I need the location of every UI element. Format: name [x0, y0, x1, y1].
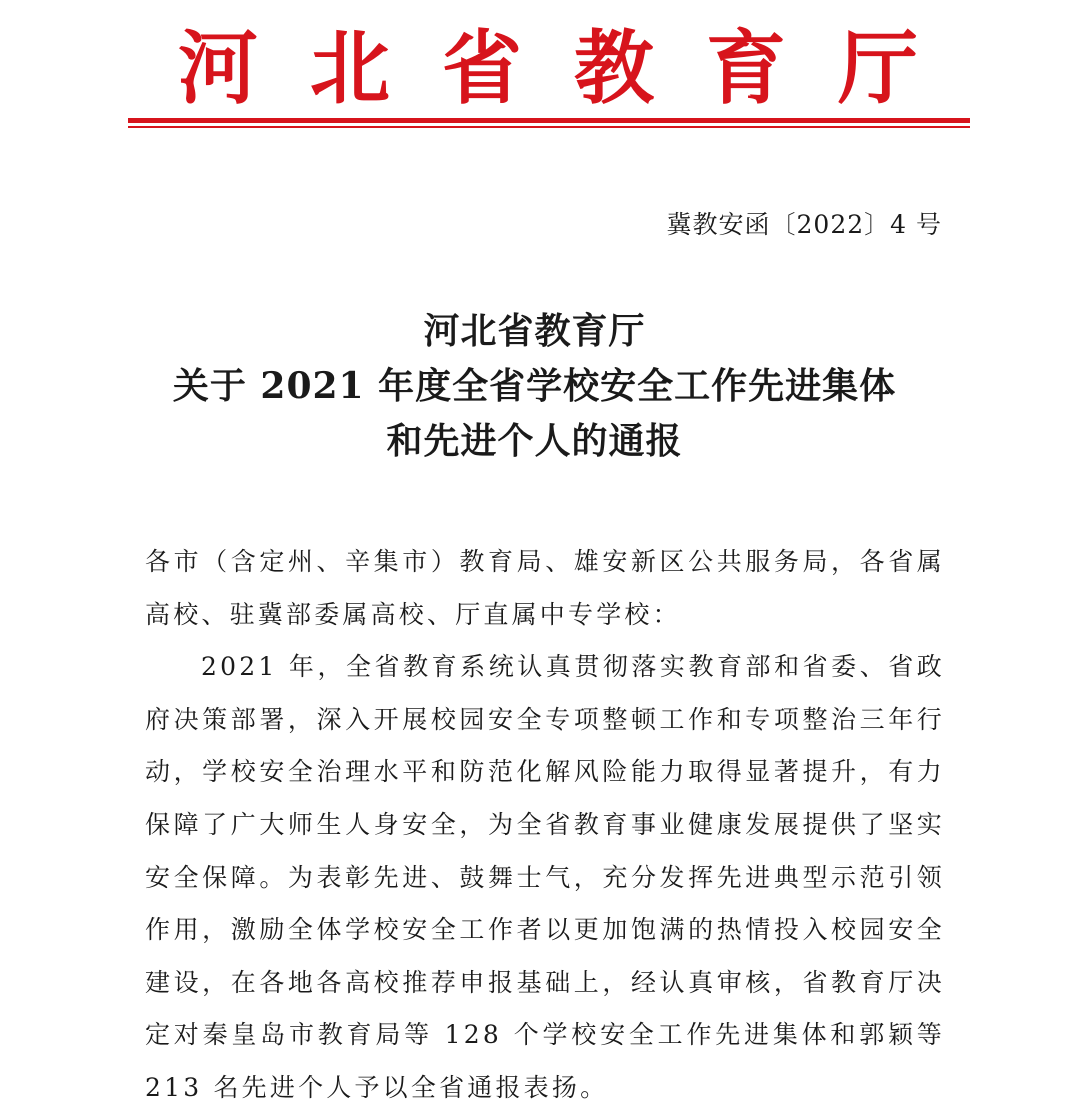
document-title	[0, 304, 1069, 469]
masthead-char: 北	[310, 22, 390, 115]
title-line-2: 关于 2021 年度全省学校安全工作先进集体	[172, 365, 897, 407]
masthead	[128, 22, 970, 115]
masthead-char: 河	[178, 22, 258, 115]
red-rule-thick	[128, 118, 970, 123]
body-paragraph: 2021 年，全省教育系统认真贯彻落实教育部和省委、省政府决策部署，深入开展校园安全专项整顿工作和专项整治三年行动，学校安全治理水平和防范化解风险能力取得显著提升，有力保障了广大师生人身安全，为全省教育事业健康发展提供了坚实安全保障。为表彰先进、鼓舞士气，充分发挥先进典型示范引领作用，激励全体学校安全工作者以更加饱满的热情投入校园安全建设，在各地各高校推荐申报基础上，经认真审核，省教育厅决定对秦皇岛市教育局等 128 个学校安全工作先进集体和郭颖等 213 名先进个人予以全省通报表扬。	[145, 652, 945, 1102]
title-line-1: 河北省教育厅	[423, 310, 646, 352]
red-rule-thin	[128, 126, 970, 128]
masthead-char: 教	[574, 22, 654, 115]
masthead-char: 厅	[838, 22, 918, 115]
document-body	[145, 536, 945, 1115]
masthead-char: 育	[706, 22, 786, 115]
title-line-3: 和先进个人的通报	[386, 420, 683, 462]
document-number: 冀教安函〔2022〕4 号	[666, 210, 942, 239]
addressee: 各市（含定州、辛集市）教育局、雄安新区公共服务局，各省属高校、驻冀部委属高校、厅直属中专学校：	[145, 547, 945, 629]
masthead-char: 省	[442, 22, 522, 115]
